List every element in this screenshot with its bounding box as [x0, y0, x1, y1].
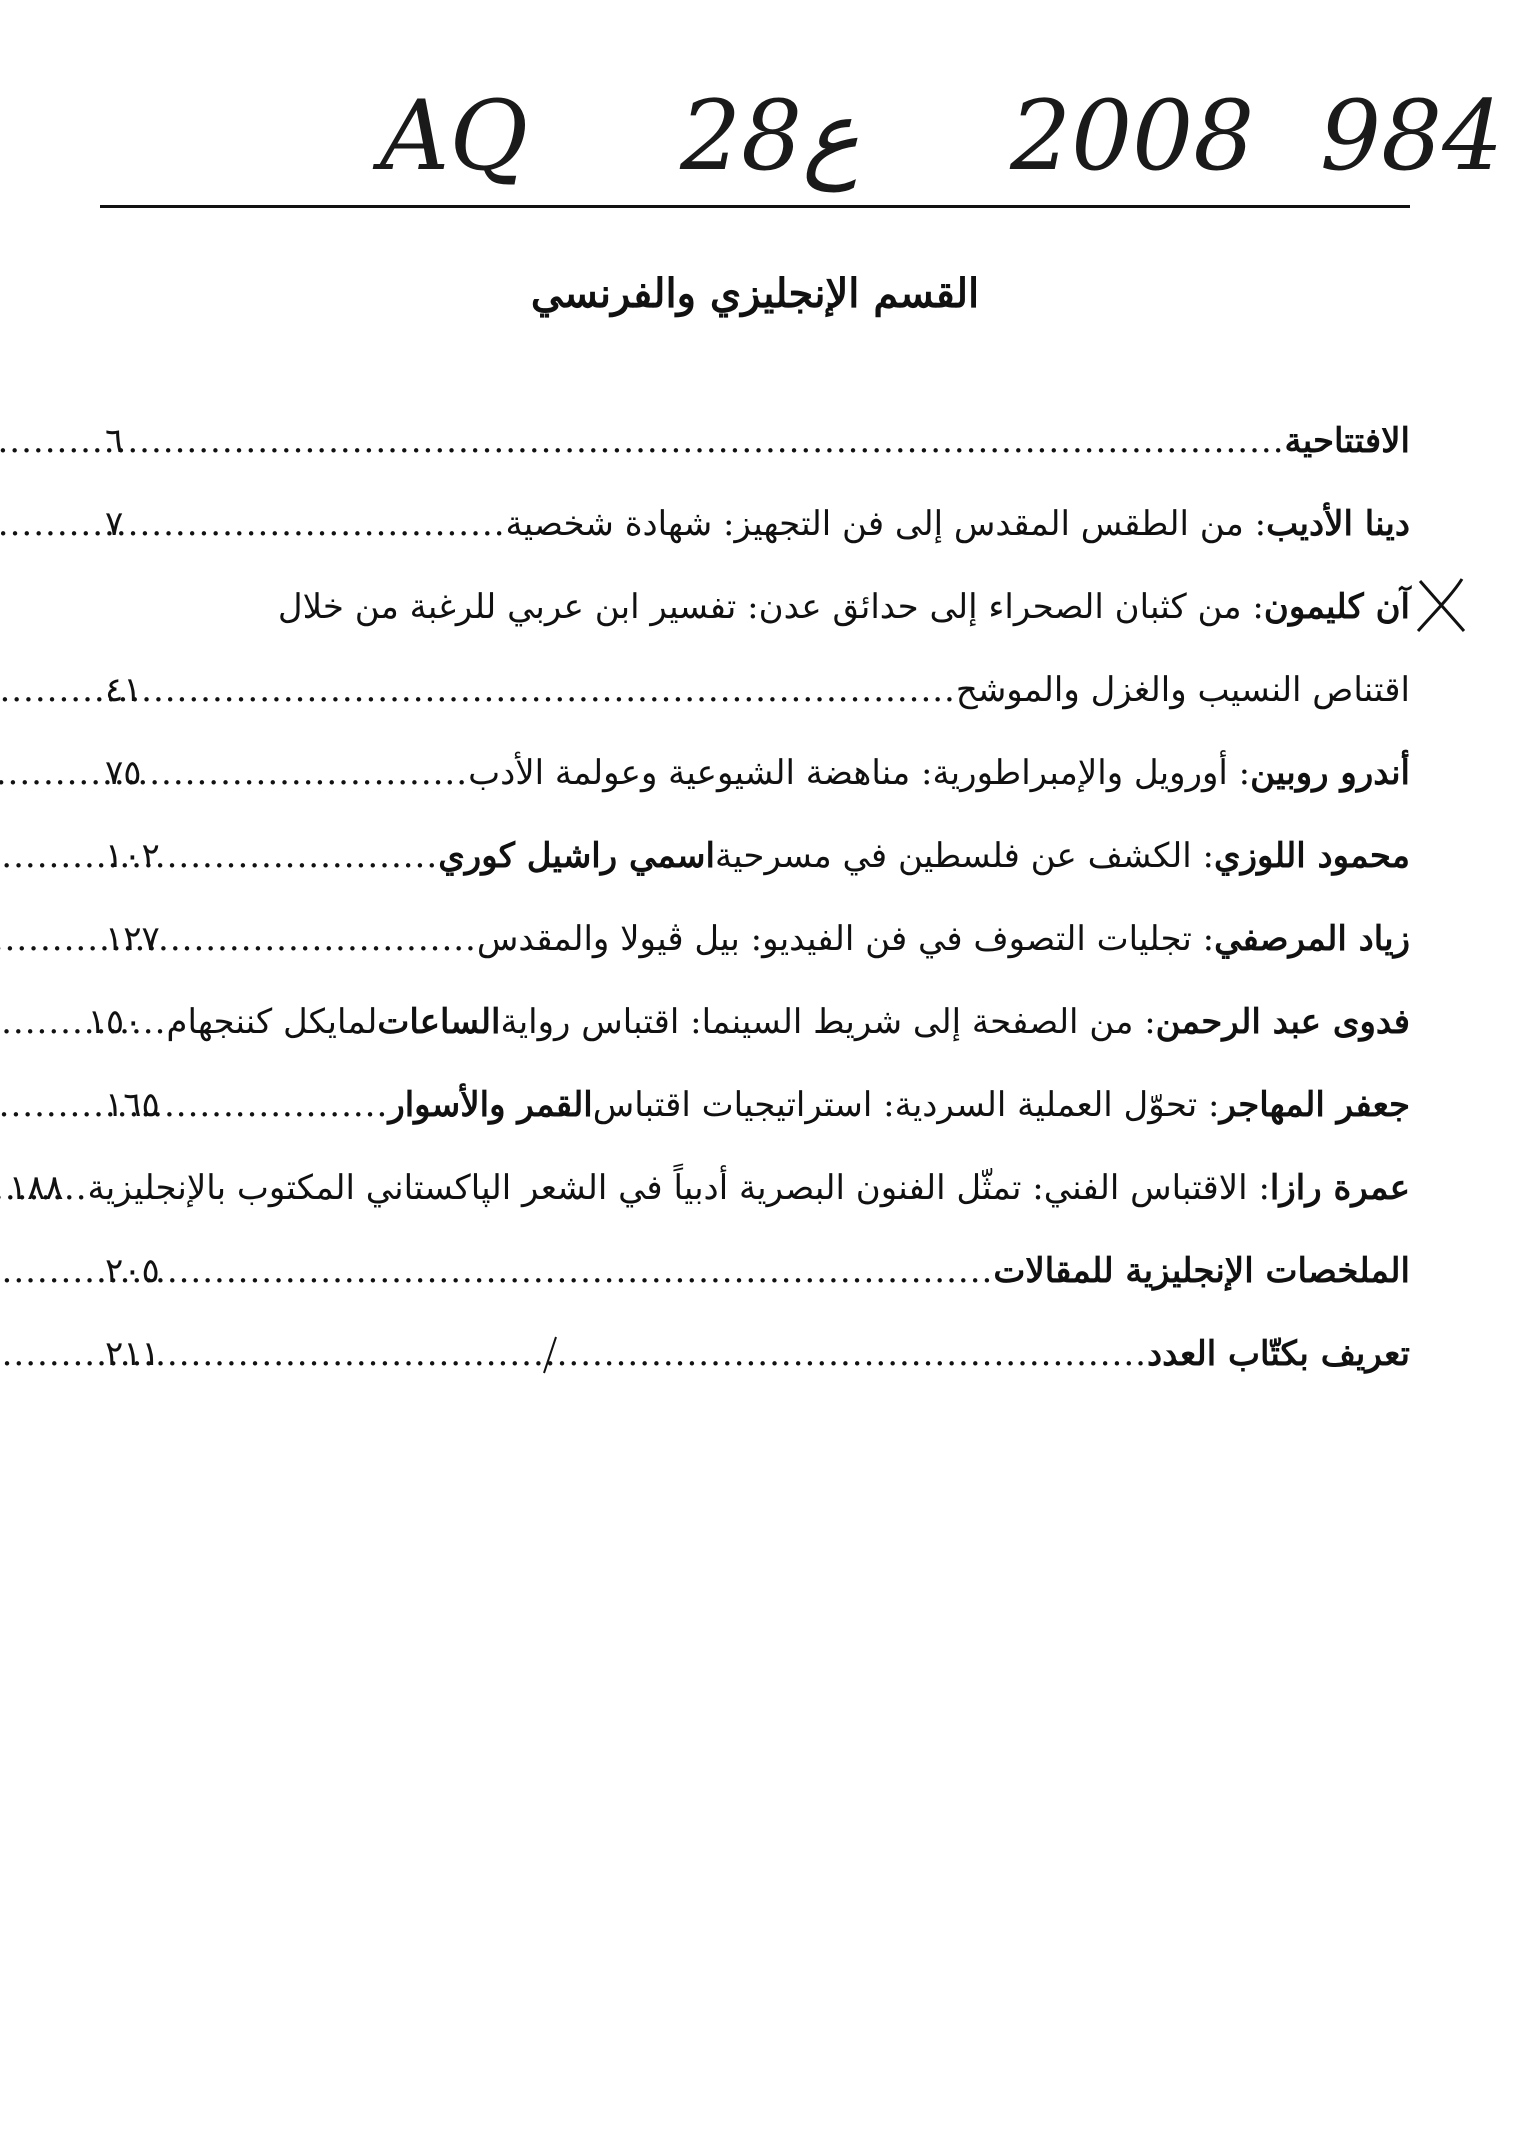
toc-entry[interactable] — [105, 1064, 1410, 1147]
toc-page-number: ٧ — [105, 504, 124, 544]
toc-entry[interactable] — [105, 1230, 1410, 1313]
toc-author: زياد المرصفي — [1214, 919, 1410, 959]
toc-title: : الاقتباس الفني: تمثّل الفنون البصرية أدبياً في الشعر الپاكستاني المكتوب بالإنجليزية — [87, 1168, 1270, 1208]
toc-entry[interactable] — [105, 1313, 1410, 1396]
toc-author: دينا الأديب — [1266, 504, 1410, 544]
toc-leader-dots — [146, 732, 469, 815]
header-rule — [100, 205, 1410, 208]
toc-leader-dots — [127, 400, 1284, 483]
toc-page-number: ١٠٢ — [105, 836, 160, 876]
toc-leader-dots — [164, 898, 477, 981]
toc-title-bold: اسمي راشيل كوري — [438, 836, 715, 876]
toc-title-bold: القمر والأسوار — [388, 1085, 593, 1125]
toc-author: فدوى عبد الرحمن — [1155, 1002, 1410, 1042]
toc-page-number: ٤١ — [105, 670, 142, 710]
toc-page-number: ١٢٧ — [105, 919, 160, 959]
handwritten-x-mark — [1412, 575, 1472, 635]
toc-leader-dots — [146, 649, 956, 732]
toc-title: : تحوّل العملية السردية: استراتيجيات اقتباس — [592, 1085, 1220, 1125]
toc-leader-dots — [146, 981, 166, 1064]
toc-title: : أورويل والإمبراطورية: مناهضة الشيوعية وعولمة الأدب — [468, 753, 1251, 793]
toc-author: جعفر المهاجر — [1219, 1085, 1410, 1125]
toc-author: تعريف بكتّاب العدد — [1146, 1334, 1410, 1374]
toc-entry[interactable] — [87, 981, 1410, 1064]
toc-page-number: ١٥٠ — [87, 1002, 143, 1042]
handwritten-header — [380, 80, 1504, 200]
toc-author: آن كليمون — [1263, 587, 1410, 627]
toc-title-after: لمايكل كننجهام — [166, 1002, 378, 1042]
toc-entry[interactable] — [105, 483, 1410, 566]
toc-page-number: ٢١١ — [105, 1334, 160, 1374]
toc-leader-dots — [164, 815, 438, 898]
handwritten-part-3: 2008 — [1010, 80, 1255, 192]
toc-title: : من الصفحة إلى شريط السينما: اقتباس رواية — [500, 1002, 1156, 1042]
toc-entry[interactable] — [105, 400, 1410, 483]
section-title: القسم الإنجليزي والفرنسي — [530, 270, 980, 317]
handwritten-part-2: 28ع — [680, 80, 860, 192]
toc-entry[interactable] — [105, 815, 1410, 898]
toc-entry[interactable] — [105, 732, 1410, 815]
toc-entry[interactable] — [105, 566, 1410, 649]
table-of-contents — [8, 400, 1410, 1396]
toc-author: أندرو روبين — [1250, 753, 1410, 793]
toc-author: الافتتاحية — [1284, 421, 1410, 461]
handwritten-part-1: AQ — [380, 80, 529, 192]
toc-title: : من الطقس المقدس إلى فن التجهيز: شهادة شخصية — [505, 504, 1267, 544]
toc-title: اقتناص النسيب والغزل والموشح — [955, 670, 1410, 710]
toc-page-number: ٧٥ — [105, 753, 142, 793]
toc-author: عمرة رازا — [1269, 1168, 1410, 1208]
toc-author: محمود اللوزي — [1213, 836, 1410, 876]
toc-page-number: ٢٠٥ — [105, 1251, 160, 1291]
toc-leader-dots — [127, 483, 505, 566]
toc-leader-dots — [68, 1147, 88, 1230]
toc-entry[interactable] — [8, 1147, 1410, 1230]
toc-entry[interactable] — [105, 898, 1410, 981]
toc-author: الملخصات الإنجليزية للمقالات — [993, 1251, 1410, 1291]
toc-title: : تجليات التصوف في فن الفيديو: بيل ڤيولا والمقدس — [476, 919, 1215, 959]
toc-title: : من كثبان الصحراء إلى حدائق عدن: تفسير ابن عربي للرغبة من خلال — [277, 587, 1264, 627]
toc-page-number: ٦ — [105, 421, 124, 461]
toc-leader-dots — [164, 1064, 389, 1147]
handwritten-part-4: 984 — [1320, 80, 1504, 192]
toc-leader-dots — [164, 1313, 1147, 1396]
toc-page-number: ١٨٨ — [8, 1168, 64, 1208]
toc-title: : الكشف عن فلسطين في مسرحية — [714, 836, 1214, 876]
toc-leader-dots — [164, 1230, 994, 1313]
toc-entry-continuation[interactable] — [105, 649, 1410, 732]
toc-page-number: ١٦٥ — [105, 1085, 160, 1125]
toc-title-bold: الساعات — [377, 1002, 501, 1042]
